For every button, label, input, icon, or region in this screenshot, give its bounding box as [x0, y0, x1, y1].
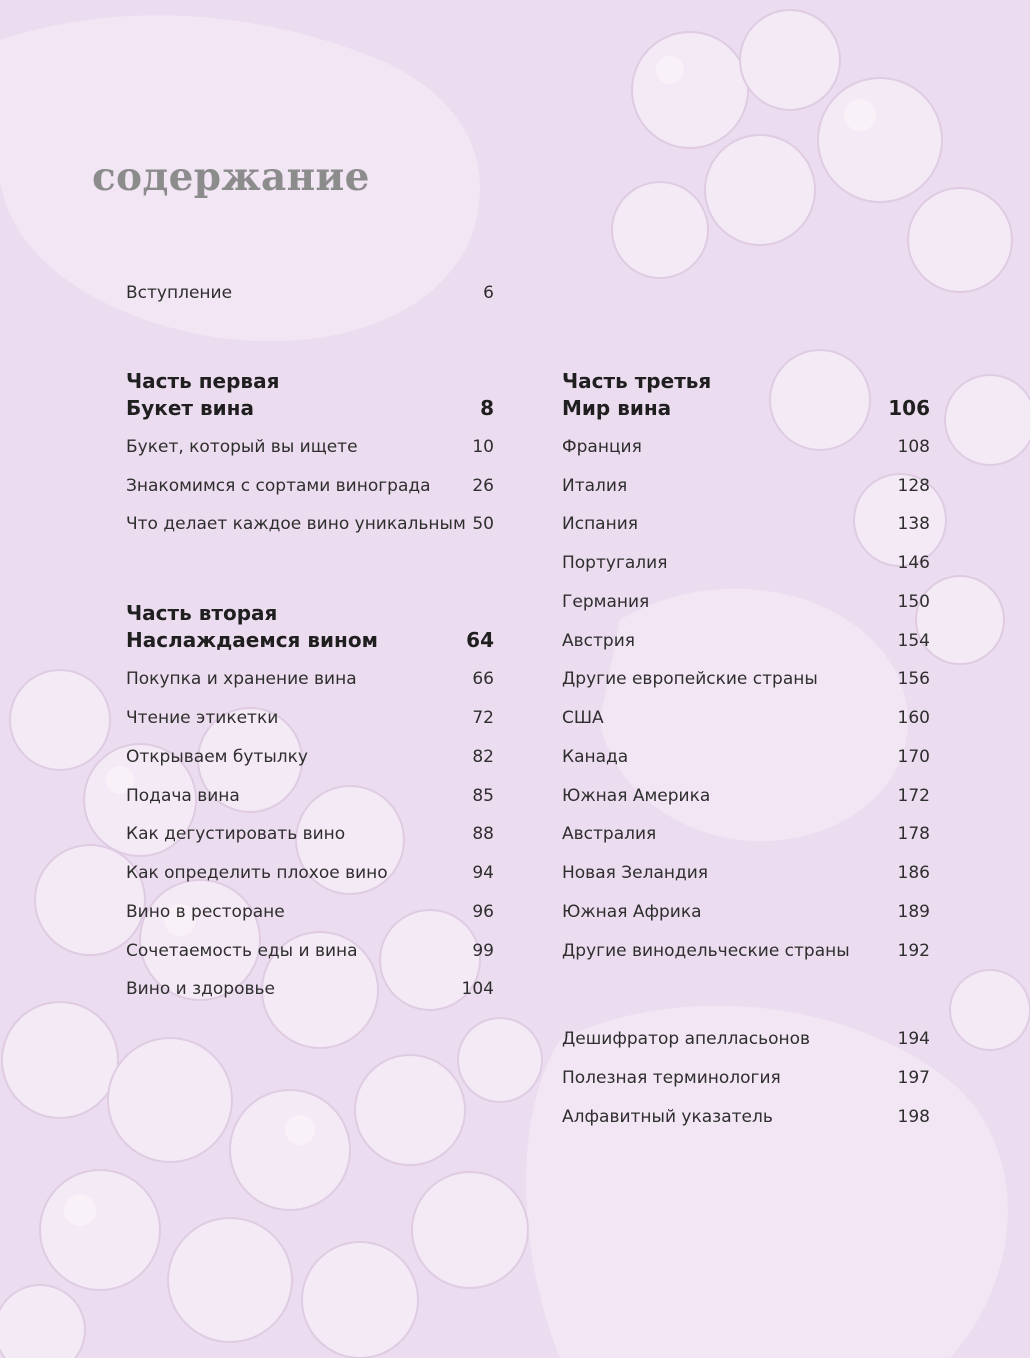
toc-entry-label: Канада	[562, 747, 629, 767]
toc-entry-page: 66	[472, 669, 494, 689]
toc-entry-label: Полезная терминология	[562, 1068, 781, 1088]
toc-entry-label: Португалия	[562, 553, 668, 573]
toc-entry-label: Дешифратор апелласьонов	[562, 1029, 811, 1049]
toc-entry[interactable]	[126, 786, 494, 810]
toc-entry-page: 150	[897, 592, 930, 612]
toc-entry-label: Сочетаемость еды и вина	[126, 941, 358, 961]
toc-entry-label: Италия	[562, 476, 628, 496]
toc-entry-label: Австралия	[562, 824, 657, 844]
toc-entry-label: Как дегустировать вино	[126, 824, 346, 844]
toc-entry-label: США	[562, 708, 604, 728]
part1-title: Букет вина	[126, 396, 254, 420]
toc-entry[interactable]	[126, 824, 494, 848]
part3-label: Часть третья	[562, 369, 712, 393]
toc-entry[interactable]	[562, 863, 930, 887]
toc-entry-page: 172	[897, 786, 930, 806]
toc-entry-page: 186	[897, 863, 930, 883]
toc-entry-label: Вино в ресторане	[126, 902, 285, 922]
toc-entry[interactable]	[126, 902, 494, 926]
toc-entry-page: 198	[897, 1107, 930, 1127]
toc-entry-label: Другие европейские страны	[562, 669, 818, 689]
toc-entry-appendix[interactable]	[562, 1029, 930, 1053]
toc-entry-label: Испания	[562, 514, 638, 534]
toc-entry[interactable]	[562, 786, 930, 810]
part2-page: 64	[466, 628, 494, 652]
toc-entry-label: Вступление	[126, 283, 233, 303]
toc-entry-label: Франция	[562, 437, 642, 457]
toc-entry-label: Подача вина	[126, 786, 240, 806]
toc-entry-page: 178	[897, 824, 930, 844]
toc-entry-page: 26	[472, 476, 494, 496]
part1-label: Часть первая	[126, 369, 280, 393]
toc-entry-page: 170	[897, 747, 930, 767]
toc-entry-page: 104	[461, 979, 494, 999]
toc-entry[interactable]	[562, 437, 930, 461]
toc-entry-page: 94	[472, 863, 494, 883]
toc-entry-page: 99	[472, 941, 494, 961]
toc-entry[interactable]	[126, 476, 494, 500]
toc-entry-label: Австрия	[562, 631, 635, 651]
toc-entry-page: 128	[897, 476, 930, 496]
toc-entry-page: 96	[472, 902, 494, 922]
toc-entry-label: Южная Африка	[562, 902, 702, 922]
toc-entry[interactable]	[562, 747, 930, 771]
toc-entry[interactable]	[562, 824, 930, 848]
toc-entry-intro[interactable]	[126, 283, 494, 307]
part1-page: 8	[480, 396, 494, 420]
part2-title: Наслаждаемся вином	[126, 628, 378, 652]
toc-entry-label: Южная Америка	[562, 786, 711, 806]
toc-entry-label: Другие винодельческие страны	[562, 941, 850, 961]
toc-entry[interactable]	[126, 941, 494, 965]
toc-entry[interactable]	[562, 941, 930, 965]
toc-entry-label: Что делает каждое вино уникальным	[126, 514, 466, 534]
toc-entry-label: Новая Зеландия	[562, 863, 709, 883]
toc-entry-page: 72	[472, 708, 494, 728]
part3-title: Мир вина	[562, 396, 672, 420]
toc-entry[interactable]	[126, 863, 494, 887]
toc-entry[interactable]	[562, 902, 930, 926]
toc-entry-page: 156	[897, 669, 930, 689]
toc-entry-page: 88	[472, 824, 494, 844]
toc-entry-label: Букет, который вы ищете	[126, 437, 358, 457]
part3-page: 106	[888, 396, 930, 420]
toc-entry-label: Как определить плохое вино	[126, 863, 388, 883]
toc-entry-page: 197	[897, 1068, 930, 1088]
toc-entry[interactable]	[126, 437, 494, 461]
toc-entry-appendix[interactable]	[562, 1068, 930, 1092]
toc-entry-page: 85	[472, 786, 494, 806]
toc-entry[interactable]	[562, 669, 930, 693]
toc-entry[interactable]	[562, 514, 930, 538]
toc-entry-label: Покупка и хранение вина	[126, 669, 357, 689]
toc-entry[interactable]	[126, 669, 494, 693]
toc-entry[interactable]	[126, 708, 494, 732]
toc-entry-label: Открываем бутылку	[126, 747, 308, 767]
part1-title-row[interactable]	[126, 396, 494, 420]
toc-entry-label: Вино и здоровье	[126, 979, 275, 999]
toc-left-column	[126, 0, 494, 1358]
toc-entry-page: 6	[483, 283, 494, 303]
toc-entry[interactable]	[562, 476, 930, 500]
toc-entry[interactable]	[562, 631, 930, 655]
toc-entry[interactable]	[562, 708, 930, 732]
toc-entry[interactable]	[126, 747, 494, 771]
toc-entry[interactable]	[126, 979, 494, 1003]
toc-entry[interactable]	[562, 553, 930, 577]
toc-entry-page: 154	[897, 631, 930, 651]
toc-entry-page: 146	[897, 553, 930, 573]
part2-title-row[interactable]	[126, 628, 494, 652]
page-title: содержание	[92, 154, 370, 200]
toc-entry-label: Знакомимся с сортами винограда	[126, 476, 431, 496]
part3-title-row[interactable]	[562, 396, 930, 420]
part2-label: Часть вторая	[126, 601, 278, 625]
toc-entry-appendix[interactable]	[562, 1107, 930, 1131]
toc-entry[interactable]	[562, 592, 930, 616]
toc-entry[interactable]	[126, 514, 494, 538]
toc-entry-page: 50	[472, 514, 494, 534]
toc-entry-page: 194	[897, 1029, 930, 1049]
toc-entry-page: 189	[897, 902, 930, 922]
toc-entry-page: 10	[472, 437, 494, 457]
toc-right-column	[562, 0, 930, 1358]
toc-entry-page: 138	[897, 514, 930, 534]
toc-entry-label: Чтение этикетки	[126, 708, 279, 728]
toc-entry-page: 82	[472, 747, 494, 767]
toc-entry-label: Алфавитный указатель	[562, 1107, 773, 1127]
toc-entry-page: 160	[897, 708, 930, 728]
toc-entry-page: 192	[897, 941, 930, 961]
toc-entry-label: Германия	[562, 592, 650, 612]
toc-entry-page: 108	[897, 437, 930, 457]
